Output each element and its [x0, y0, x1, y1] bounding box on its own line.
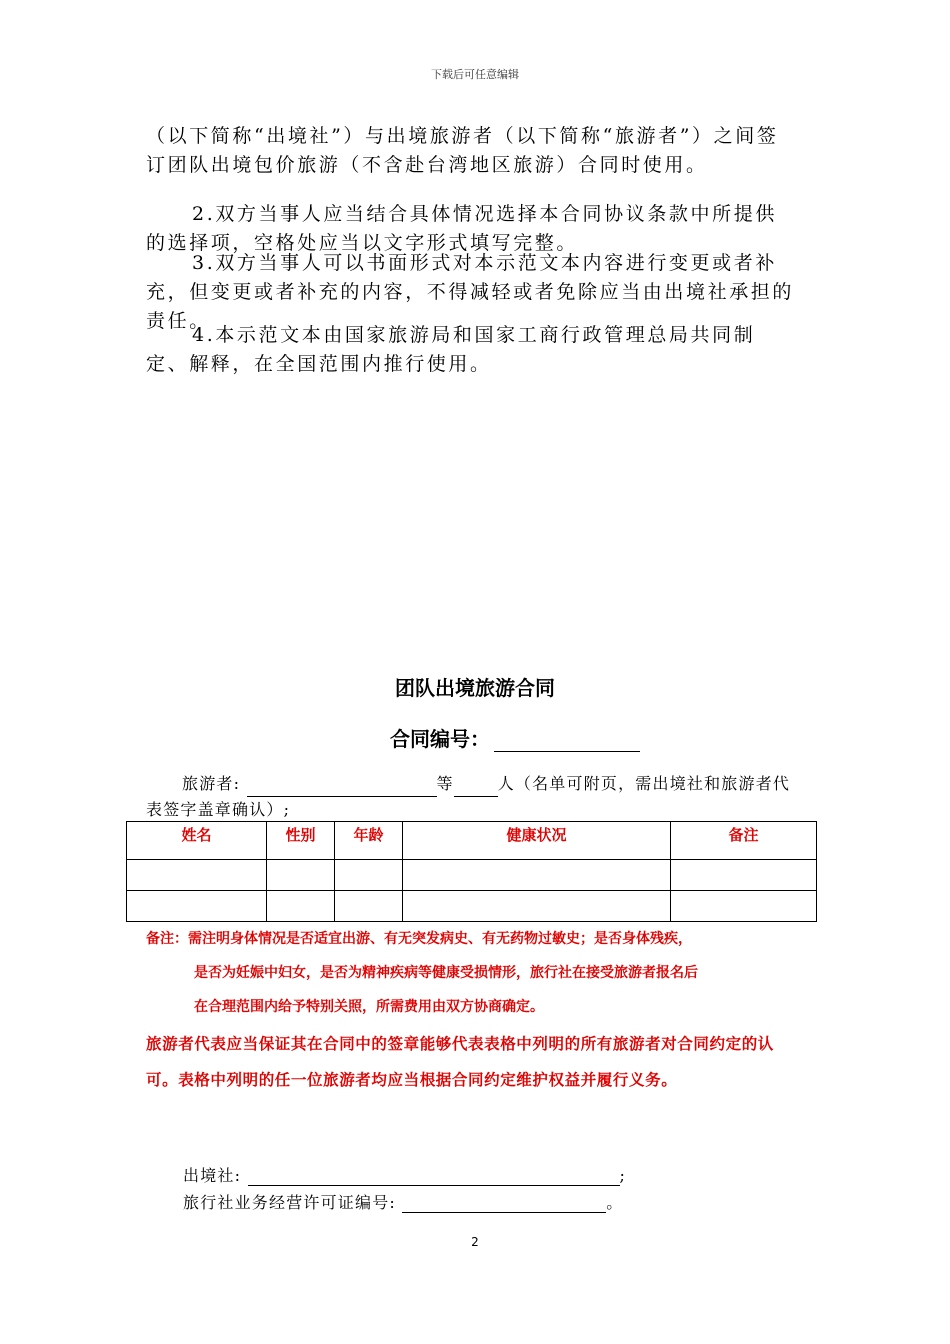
agency-label: 出境社: — [183, 1166, 242, 1185]
travelers-name-field[interactable] — [247, 778, 437, 797]
intro-paragraph-continued: （以下简称“出境社”）与出境旅游者（以下简称“旅游者”）之间签订团队出境包价旅游（不含赴台湾地区旅游）合同时使用。 — [146, 125, 779, 176]
agency-end: ; — [619, 1166, 627, 1185]
travelers-line — [146, 771, 806, 823]
table-header-row — [127, 822, 817, 860]
table-cell[interactable] — [403, 860, 671, 891]
remark-line-2: 是否为妊娠中妇女，是否为精神疾病等健康受损情形，旅行社在接受旅游者报名后 — [194, 965, 698, 981]
header-health: 健康状况 — [403, 822, 671, 860]
header-name: 姓名 — [127, 822, 267, 860]
travelers-label: 旅游者: — [182, 774, 241, 793]
table-cell[interactable] — [267, 891, 335, 922]
table-row — [127, 891, 817, 922]
intro-item-4: 4.本示范文本由国家旅游局和国家工商行政管理总局共同制定、解释，在全国范围内推行使用。 — [146, 324, 756, 375]
license-label: 旅行社业务经营许可证编号: — [183, 1193, 396, 1212]
travelers-count-field[interactable] — [454, 778, 498, 797]
header-note: 下载后可任意编辑 — [431, 68, 519, 81]
table-cell[interactable] — [671, 891, 817, 922]
intro-item-2: 2.双方当事人应当结合具体情况选择本合同协议条款中所提供的选择项，空格处应当以文字形式填写完整。 — [146, 203, 777, 254]
health-remark-note — [146, 922, 816, 1024]
license-end: 。 — [606, 1193, 624, 1212]
agency-line — [183, 1163, 626, 1186]
intro-item-3: 3.双方当事人可以书面形式对本示范文本内容进行变更或者补充，但变更或者补充的内容，不得减轻或者免除应当由出境社承担的责任。 — [146, 252, 795, 332]
license-number-field[interactable] — [402, 1194, 606, 1213]
travelers-count-prefix: 等 — [436, 774, 454, 793]
travelers-count-suffix: 人（名单可附页，需出境社和旅游者代表签字盖章确认）; — [146, 774, 791, 819]
table-cell[interactable] — [335, 860, 403, 891]
table-cell[interactable] — [335, 891, 403, 922]
table-cell[interactable] — [403, 891, 671, 922]
contract-title: 团队出境旅游合同 — [395, 676, 555, 700]
agency-field[interactable] — [248, 1167, 620, 1186]
contract-number-label: 合同编号： — [390, 727, 490, 751]
representative-note: 旅游者代表应当保证其在合同中的签章能够代表表格中列明的所有旅游者对合同约定的认可。表格中列明的任一位旅游者均应当根据合同约定维护权益并履行义务。 — [146, 1035, 774, 1089]
header-age: 年龄 — [335, 822, 403, 860]
header-gender: 性别 — [267, 822, 335, 860]
table-cell[interactable] — [671, 860, 817, 891]
table-cell[interactable] — [127, 860, 267, 891]
table-cell[interactable] — [267, 860, 335, 891]
contract-number-field[interactable] — [494, 729, 640, 752]
table-row — [127, 860, 817, 891]
license-line — [183, 1190, 624, 1213]
contract-number-line — [390, 723, 640, 752]
traveler-roster-table — [126, 821, 817, 922]
header-remarks: 备注 — [671, 822, 817, 860]
table-cell[interactable] — [127, 891, 267, 922]
remark-line-3: 在合理范围内给予特别关照，所需费用由双方协商确定。 — [194, 999, 544, 1015]
page-number: 2 — [471, 1235, 479, 1249]
remark-line-1: 备注：需注明身体情况是否适宜出游、有无突发病史、有无药物过敏史；是否身体残疾， — [146, 931, 692, 947]
